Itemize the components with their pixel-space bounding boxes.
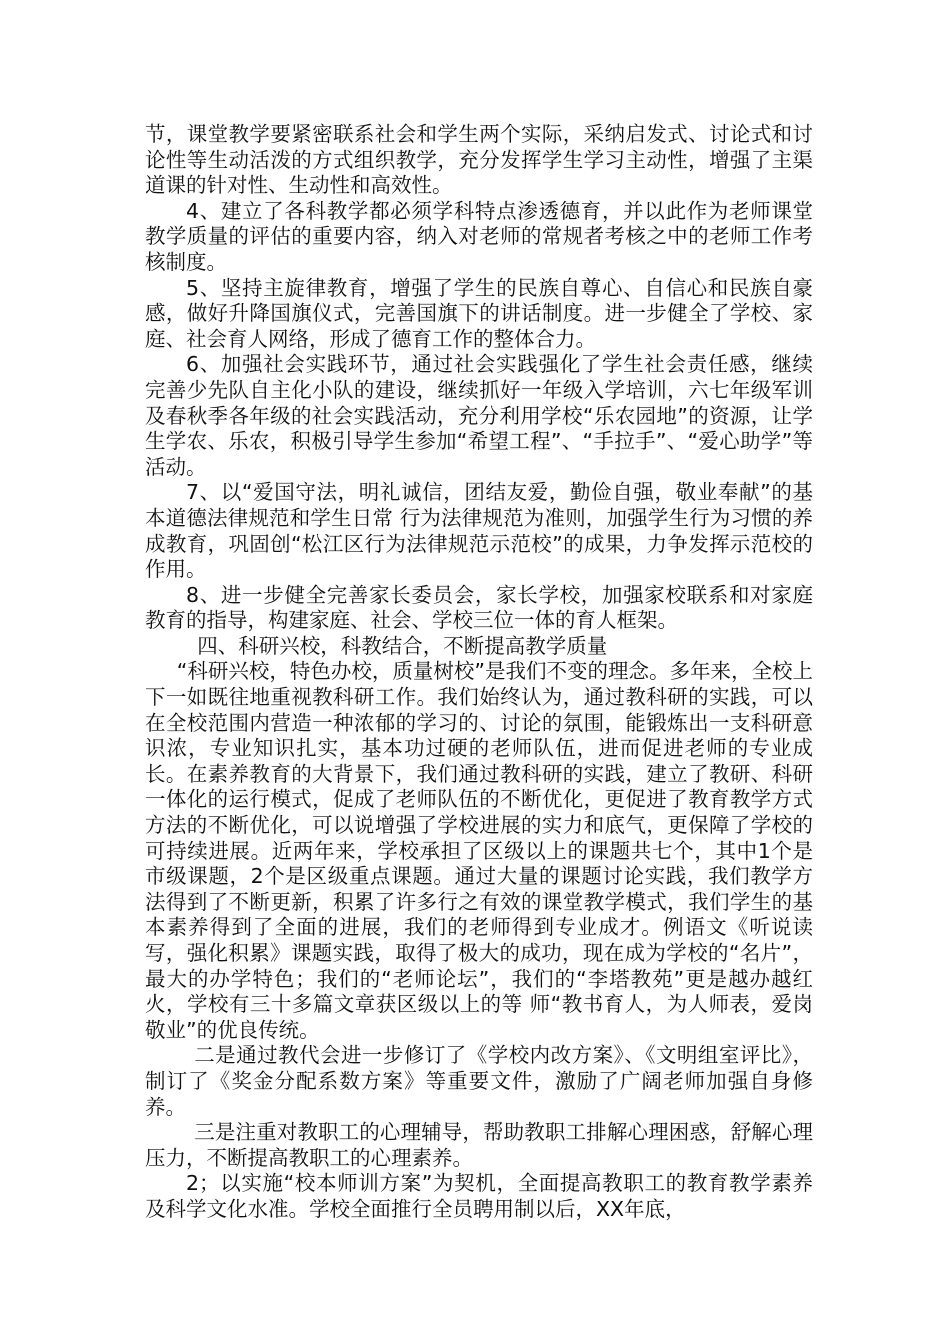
paragraph-point-three: 三是注重对教职工的心理辅导，帮助教职工排解心理困惑，舒解心理压力，不断提高教职工的心理素养。 <box>145 1120 813 1170</box>
paragraph-item-6: 6、加强社会实践环节，通过社会实践强化了学生社会责任感，继续完善少先队自主化小队的建设，继续抓好一年级入学培训，六七年级军训及春秋季各年级的社会实践活动，充分利用学校“乐农园地”的资源，让学生学农、乐农，积极引导学生参加“希望工程”、“手拉手”、“爱心助学”等活动。 <box>145 352 813 479</box>
paragraph-continuation: 节，课堂教学要紧密联系社会和学生两个实际，采纳启发式、讨论式和讨论性等生动活泼的方式组织教学，充分发挥学生学习主动性，增强了主渠道课的针对性、生动性和高效性。 <box>145 122 813 198</box>
section-heading: 四、科研兴校，科教结合，不断提高教学质量 <box>197 633 608 658</box>
paragraph-training: 2；以实施“校本师训方案”为契机，全面提高教职工的教育教学素养及科学文化水准。学校全面推行全员聘用制以后，XX年底， <box>145 1171 813 1221</box>
paragraph-research: “科研兴校，特色办校，质量树校”是我们不变的理念。多年来，全校上下一如既往地重视教科研工作。我们始终认为，通过教科研的实践，可以在全校范围内营造一种浓郁的学习的、讨论的氛围，能锻炼出一支科研意识浓，专业知识扎实，基本功过硬的老师队伍，进而促进老师的专业成长。在素养教育的大背景下，我们通过教科研的实践，建立了教研、科研一体化的运行模式，促成了老师队伍的不断优化，更促进了教育教学方式方法的不断优化，可以说增强了学校进展的实力和底气，更保障了学校的可持续进展。近两年来，学校承担了区级以上的课题共七个，其中1个是市级课题，2个是区级重点课题。通过大量的课题讨论实践，我们教学方法得到了不断更新，积累了许多行之有效的课堂教学模式，我们学生的基本素养得到了全面的进展，我们的老师得到专业成才。例语文《听说读写，强化积累》课题实践，取得了极大的成功，现在成为学校的“名片”，最大的办学特色；我们的“老师论坛”，我们的“李塔教苑”更是越办越红火，学校有三十多篇文章获区级以上的等 师“教书育人，为人师表，爱岗敬业”的优良传统。 <box>145 659 814 1042</box>
document-page <box>145 122 813 1223</box>
paragraph-point-two: 二是通过教代会进一步修订了《学校内改方案》、《文明组室评比》，制订了《奖金分配系数方案》等重要文件，激励了广阔老师加强自身修养。 <box>145 1043 813 1119</box>
paragraph-item-4: 4、建立了各科教学都必须学科特点渗透德育，并以此作为老师课堂教学质量的评估的重要内容，纳入对老师的常规者考核之中的老师工作考核制度。 <box>145 198 813 274</box>
paragraph-item-8: 8、进一步健全完善家长委员会，家长学校，加强家校联系和对家庭教育的指导，构建家庭、社会、学校三位一体的育人框架。 <box>145 582 813 633</box>
paragraph-item-7: 7、以“爱国守法，明礼诚信，团结友爱，勤俭自强，敬业奉献”的基本道德法律规范和学生日常 行为法律规范为准则，加强学生行为习惯的养成教育，巩固创“松江区行为法律规范示范校”的成果，力争发挥示范校的作用。 <box>145 480 813 582</box>
paragraph-item-5: 5、坚持主旋律教育，增强了学生的民族自尊心、自信心和民族自豪感，做好升降国旗仪式，完善国旗下的讲话制度。进一步健全了学校、家庭、社会育人网络，形成了德育工作的整体合力。 <box>145 275 813 351</box>
